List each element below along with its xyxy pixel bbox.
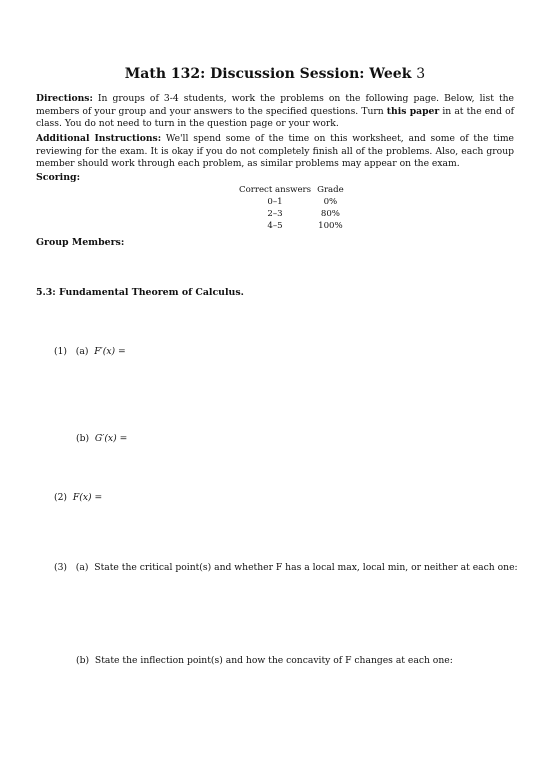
directions-label: Directions: [36,93,93,104]
directions-text-1: In groups of 3-4 students, work the problems on the following page. Below, list the members of your group and your answers to the specified questions. Turn [36,93,514,117]
problem-part: (a) [75,346,89,357]
problem-number: (3) [54,562,68,573]
problem-part: (b) [76,433,90,444]
problem-text: State the critical point(s) and whether F has a local max, local min, or neither at each one: [94,562,518,573]
problem-part: (b) [76,655,90,666]
problem-number: (1) [54,346,68,357]
additional-instructions-label: Additional Instructions: [36,133,162,144]
problem-3b [76,655,453,666]
problem-expression: F(x) = [72,492,103,503]
page-title [0,66,550,82]
problem-text: State the inflection point(s) and how the concavity of F changes at each one: [94,655,453,666]
column-header-correct-answers: Correct answers [239,185,312,195]
table-row [236,220,347,232]
directions-bold-text: this paper [386,105,440,117]
problem-2 [54,492,102,503]
directions-paragraph [36,93,514,131]
correct-answers-cell: 0–1 [267,197,283,207]
grade-cell: 80% [320,209,340,219]
problem-3a [54,562,518,573]
title-week-number: 3 [416,66,426,82]
scoring-heading: Scoring: [36,172,81,183]
problem-part: (a) [75,562,89,573]
column-header-grade: Grade [317,185,344,195]
table-row [236,196,347,208]
correct-answers-cell: 2–3 [267,209,283,219]
problem-1b [76,433,127,444]
directions-text-2: in at the end of class. You do not need to turn in the question page or your work. [36,105,515,130]
correct-answers-cell: 4–5 [267,221,283,231]
problem-expression: G′(x) = [94,433,128,444]
grade-cell: 100% [318,221,343,231]
problem-expression: F′(x) = [94,346,126,357]
additional-instructions-paragraph [36,133,514,171]
scoring-header-row [236,184,347,196]
additional-instructions-text: We'll spend some of the time on this worksheet, and some of the time reviewing for the exam. It is okay if you do not completely finish all of the problems. Also, each group member should work through each problem, as similar problems may appear on the exam. [36,133,514,170]
group-members-heading: Group Members: [36,237,125,248]
problem-number: (2) [54,492,68,503]
problem-1a [54,346,126,357]
grade-cell: 0% [323,197,338,207]
section-title: 5.3: Fundamental Theorem of Calculus. [36,287,244,298]
scoring-table [236,184,347,232]
table-row [236,208,347,220]
title-main: Math 132: Discussion Session: Week [124,66,412,82]
